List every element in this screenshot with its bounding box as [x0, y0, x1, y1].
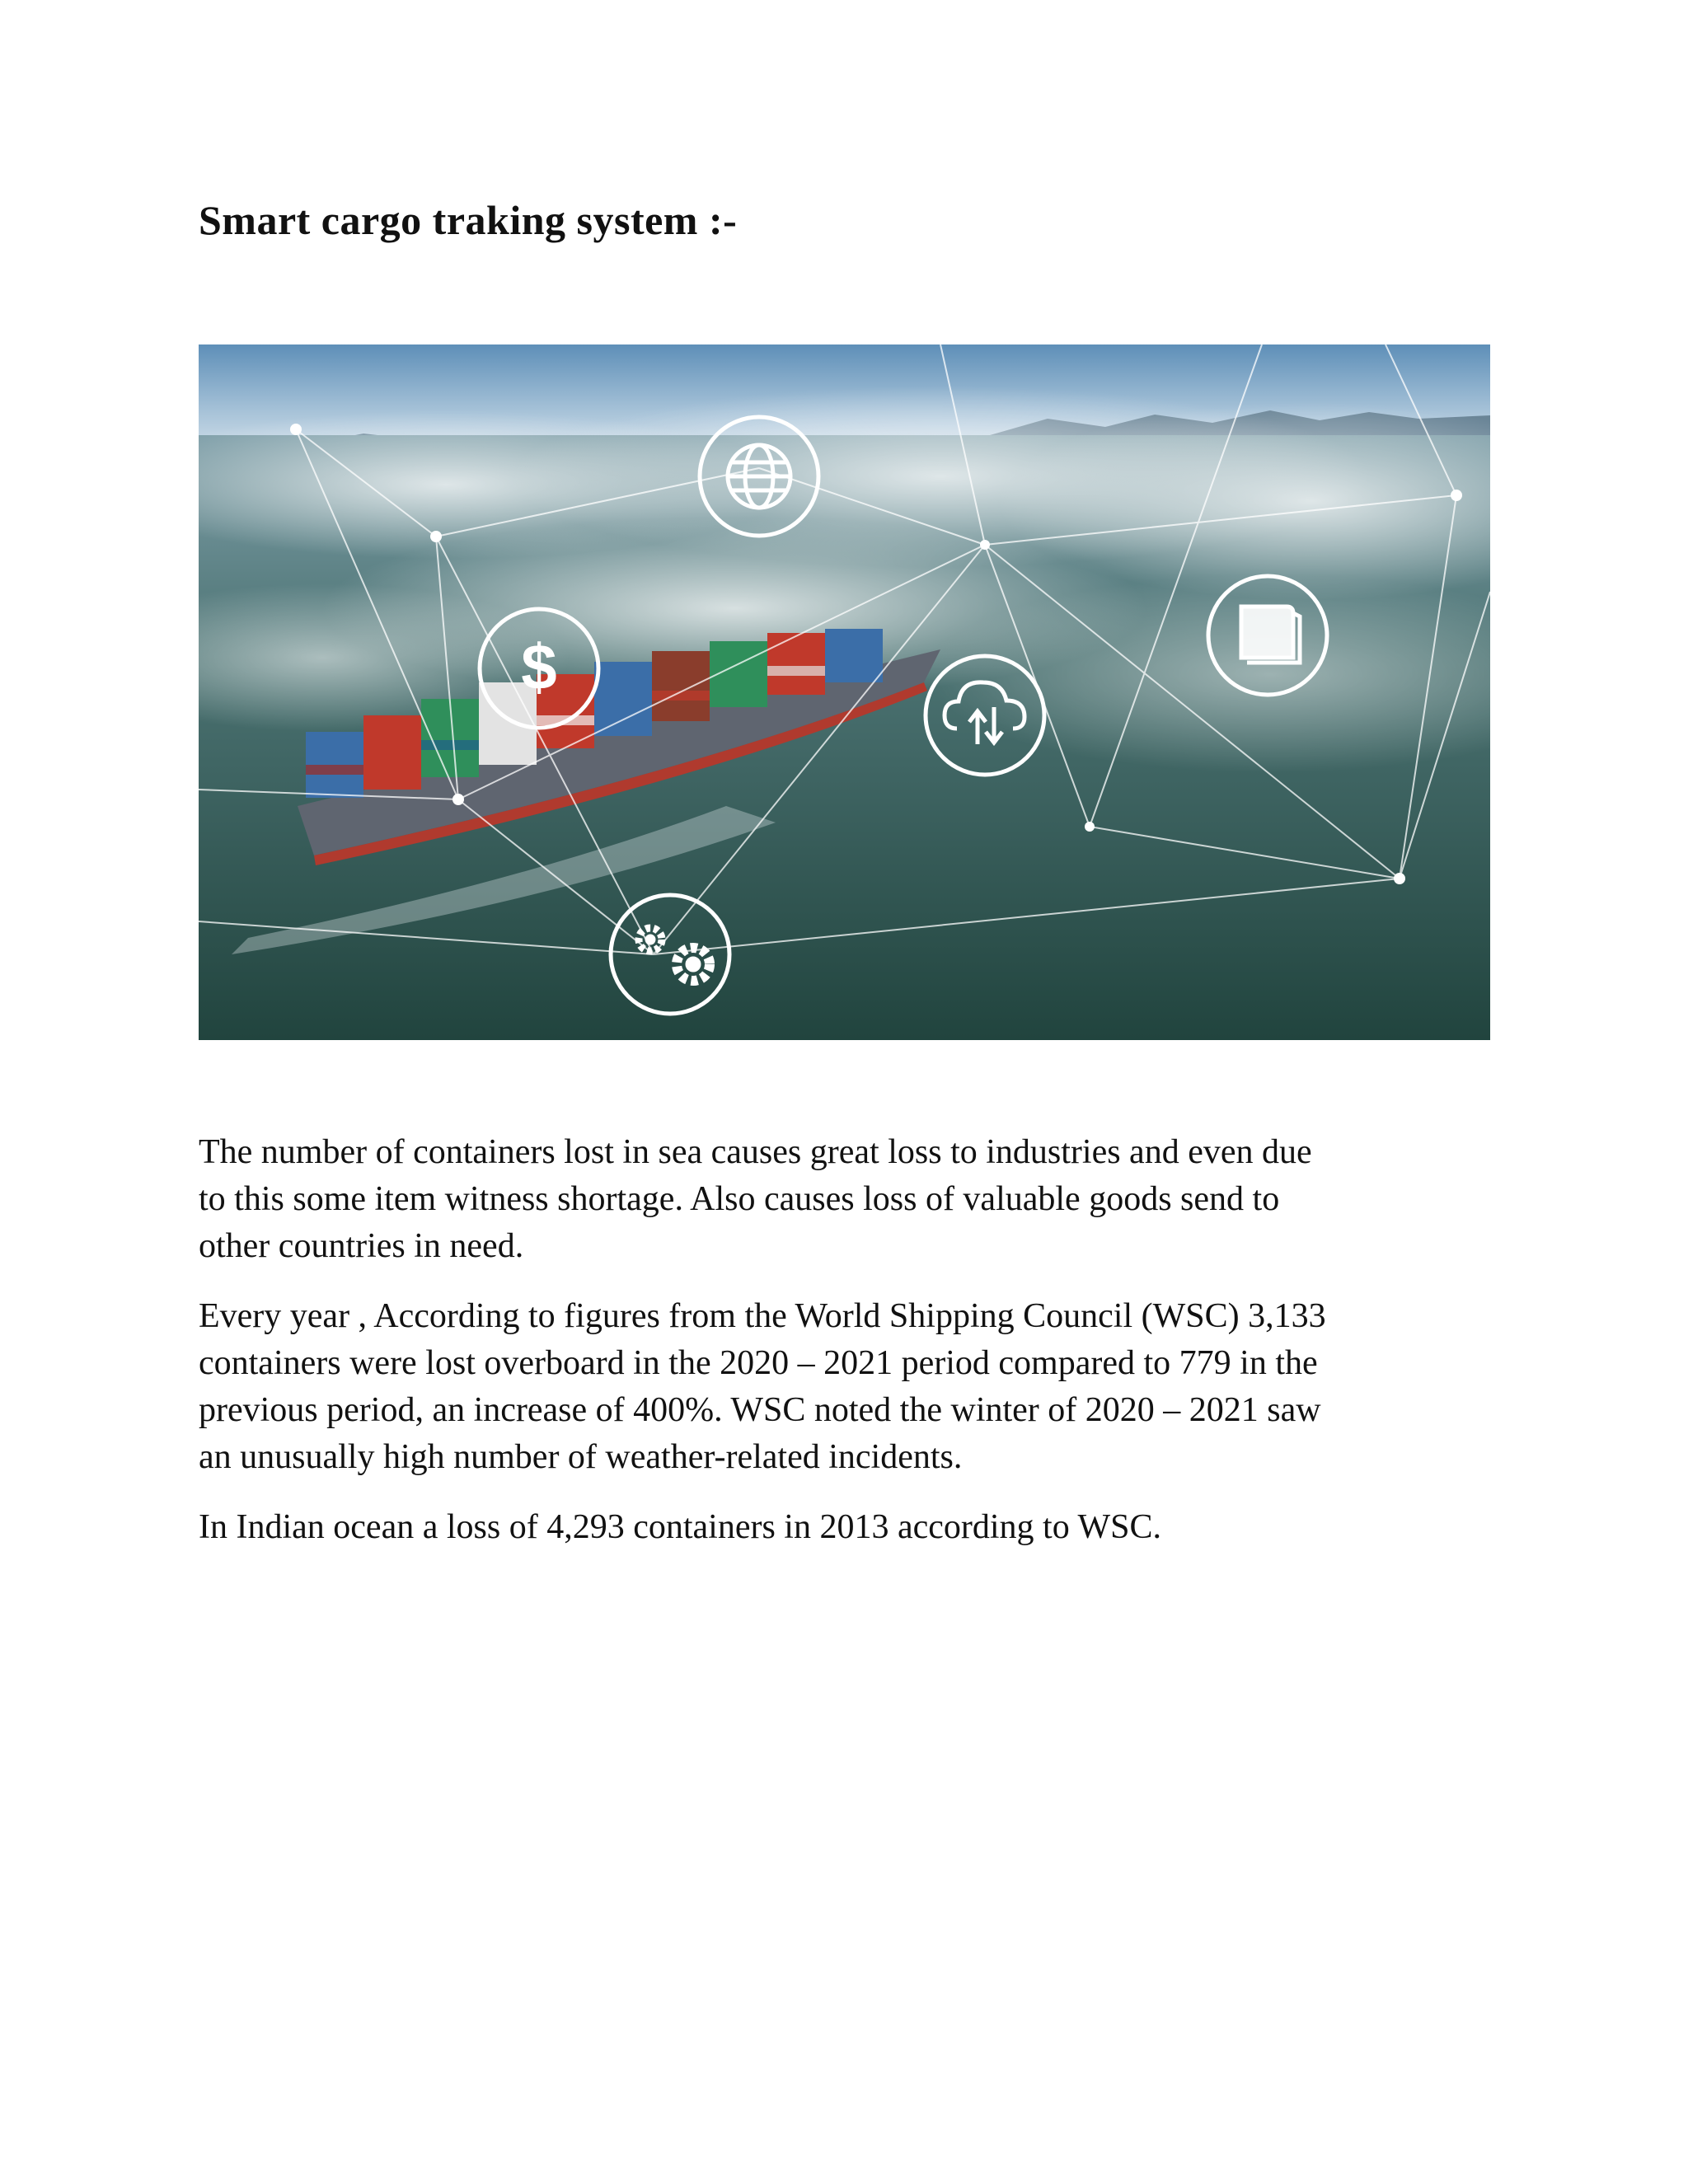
- svg-text:$: $: [521, 630, 557, 703]
- paragraph-indian-ocean: [199, 1504, 1517, 1551]
- text-line: In Indian ocean a loss of 4,293 containers in 2013 according to WSC.: [199, 1508, 1161, 1546]
- text-line: other countries in need.: [199, 1227, 524, 1265]
- page-title: Smart cargo traking system :-: [199, 197, 738, 243]
- text-line: containers were lost overboard in the 2020 – 2021 period compared to 779 in the: [199, 1344, 1318, 1382]
- text-line: Every year , According to figures from the World Shipping Council (WSC) 3,133: [199, 1297, 1326, 1335]
- cargo-ship-network-image: [199, 344, 1490, 1040]
- text-line: The number of containers lost in sea causes great loss to industries and even due: [199, 1133, 1312, 1171]
- paragraph-container-loss: [199, 1129, 1517, 1270]
- text-line: to this some item witness shortage. Also causes loss of valuable goods send to: [199, 1180, 1280, 1218]
- article-body: [199, 1129, 1517, 1574]
- text-line: previous period, an increase of 400%. WSC noted the winter of 2020 – 2021 saw: [199, 1391, 1321, 1429]
- text-line: an unusually high number of weather-related incidents.: [199, 1438, 963, 1476]
- paragraph-wsc-figures: [199, 1293, 1517, 1481]
